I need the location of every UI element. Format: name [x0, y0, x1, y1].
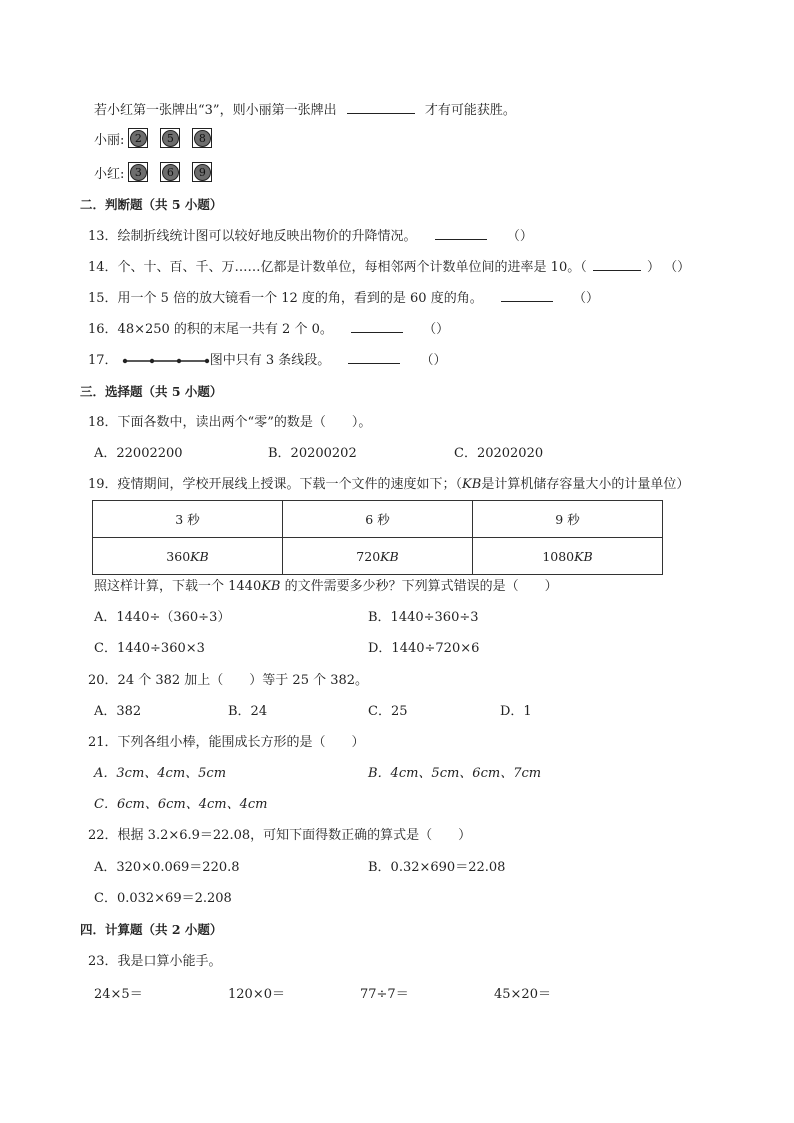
answer-paren[interactable]: （） — [423, 322, 450, 337]
card — [160, 162, 180, 182]
option-a[interactable]: A．1440÷（360÷3） — [94, 610, 231, 625]
option-b[interactable]: B．20200202 — [268, 446, 357, 461]
card-number: 3 — [130, 164, 147, 181]
option-b[interactable]: B．4cm、5cm、6cm、7cm — [368, 766, 542, 781]
section-title-choice: 三．选择题（共 5 小题） — [80, 384, 223, 399]
card — [128, 162, 148, 182]
table-cell: 6 秒 — [283, 501, 473, 538]
answer-paren[interactable]: （） — [420, 353, 447, 368]
question-18: 18．下面各数中，读出两个“零”的数是（ ）。 — [88, 415, 372, 430]
table-cell: 3 秒 — [93, 501, 283, 538]
option-a[interactable]: A．22002200 — [94, 446, 183, 461]
card-number: 9 — [194, 164, 211, 181]
question-15-text: 15．用一个 5 倍的放大镜看一个 12 度的角，看到的是 60 度的角。 — [88, 291, 483, 306]
calc-item[interactable]: 24×5＝ — [94, 987, 143, 1002]
question-19-text-end: 是计算机储存容量大小的计量单位） — [481, 477, 690, 492]
question-13-text: 13．绘制折线统计图可以较好地反映出物价的升降情况。 — [88, 229, 417, 244]
answer-blank[interactable] — [593, 258, 641, 271]
table-cell: 360KB — [93, 538, 283, 575]
card — [128, 128, 148, 148]
xiaoli-cards — [94, 128, 224, 148]
section-title-judgement: 二．判断题（共 5 小题） — [80, 197, 223, 212]
option-a[interactable]: A．320×0.069＝220.8 — [94, 860, 240, 875]
table-row — [93, 538, 663, 575]
option-c[interactable]: C．1440÷360×3 — [94, 641, 205, 656]
answer-blank[interactable] — [435, 227, 487, 240]
question-22: 22．根据 3.2×6.9＝22.08，可知下面得数正确的算式是（ ） — [88, 828, 472, 843]
card — [192, 162, 212, 182]
question-13 — [88, 227, 533, 246]
answer-paren[interactable]: （） — [506, 229, 533, 244]
intro-text: 若小红第一张牌出“3”，则小丽第一张牌出 — [94, 103, 337, 118]
table-cell: 9 秒 — [473, 501, 663, 538]
intro-text-end: 才有可能获胜。 — [424, 103, 516, 118]
question-14-end: ） — [647, 260, 661, 275]
calc-item[interactable]: 77÷7＝ — [360, 987, 409, 1002]
card — [160, 128, 180, 148]
question-17-text: 图中只有 3 条线段。 — [209, 353, 331, 368]
answer-paren[interactable]: （） — [664, 260, 691, 275]
card — [192, 128, 212, 148]
calc-item[interactable]: 120×0＝ — [228, 987, 285, 1002]
question-19-text: 19．疫情期间，学校开展线上授课。下载一个文件的速度如下；（ — [88, 477, 463, 492]
card-number: 6 — [162, 164, 179, 181]
question-14 — [88, 258, 690, 277]
question-19-follow-text-end: 的文件需要多少秒？下列算式错误的是（ ） — [280, 579, 558, 594]
option-c[interactable]: C．25 — [368, 704, 408, 719]
question-19-follow — [94, 578, 558, 596]
calc-item[interactable]: 45×20＝ — [494, 987, 551, 1002]
question-19-follow-text: 照这样计算，下载一个 1440 — [94, 579, 262, 594]
question-20: 20．24 个 382 加上（ ）等于 25 个 382。 — [88, 673, 369, 688]
option-b[interactable]: B．1440÷360÷3 — [368, 610, 479, 625]
question-16 — [88, 320, 449, 339]
question-17 — [88, 351, 447, 370]
option-c[interactable]: C．20202020 — [454, 446, 544, 461]
card-number: 5 — [162, 130, 179, 147]
card-number: 2 — [130, 130, 147, 147]
answer-blank[interactable] — [501, 289, 553, 302]
kb-unit: KB — [462, 477, 482, 492]
option-c[interactable]: C．0.032×69＝2.208 — [94, 891, 232, 906]
question-23: 23．我是口算小能手。 — [88, 954, 222, 969]
section-title-calculation: 四．计算题（共 2 小题） — [80, 922, 223, 937]
table-cell: 1080KB — [473, 538, 663, 575]
question-21: 21．下列各组小棒，能围成长方形的是（ ） — [88, 735, 365, 750]
xiaohong-cards — [94, 162, 224, 182]
option-a[interactable]: A．3cm、4cm、5cm — [94, 766, 227, 781]
xiaoli-label: 小丽: — [94, 132, 125, 148]
option-d[interactable]: D．1440÷720×6 — [368, 641, 480, 656]
table-row — [93, 501, 663, 538]
question-19 — [88, 476, 689, 494]
table-cell: 720KB — [283, 538, 473, 575]
question-14-text: 14．个、十、百、千、万……亿都是计数单位，每相邻两个计数单位间的进率是 10。（ — [88, 260, 587, 275]
intro-line — [94, 101, 516, 120]
card-number: 8 — [194, 130, 211, 147]
option-a[interactable]: A．382 — [94, 704, 142, 719]
option-d[interactable]: D．1 — [500, 704, 532, 719]
question-16-text: 16．48×250 的积的末尾一共有 2 个 0。 — [88, 322, 333, 337]
question-15 — [88, 289, 599, 308]
option-c[interactable]: C．6cm、6cm、4cm、4cm — [94, 797, 268, 812]
question-17-number: 17． — [88, 353, 118, 368]
answer-blank[interactable] — [351, 320, 403, 333]
answer-blank[interactable] — [348, 351, 400, 364]
line-segment-figure — [122, 356, 210, 366]
option-b[interactable]: B．0.32×690＝22.08 — [368, 860, 506, 875]
answer-blank[interactable] — [347, 101, 415, 114]
kb-unit: KB — [261, 579, 281, 594]
xiaohong-label: 小红: — [94, 166, 125, 182]
option-b[interactable]: B．24 — [228, 704, 268, 719]
answer-paren[interactable]: （） — [572, 291, 599, 306]
download-speed-table — [92, 500, 663, 575]
